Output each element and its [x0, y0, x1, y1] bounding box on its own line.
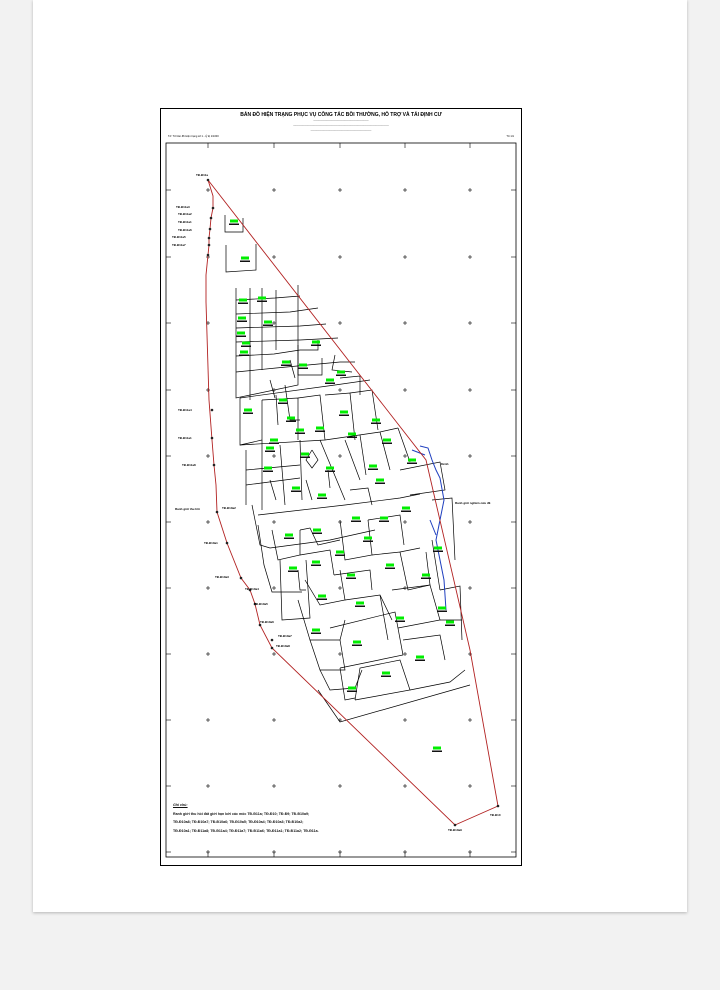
grid-cross [468, 718, 472, 722]
parcel-label [371, 419, 381, 425]
boundary-marker [226, 542, 229, 545]
map-subtitle-line: ──────────────────────────────────────────────────── [293, 124, 389, 127]
boundary-marker [216, 511, 219, 514]
parcel-label [363, 537, 373, 543]
grid-cross [468, 388, 472, 392]
parcel-label [312, 529, 322, 535]
boundary-point-label: TĐ-Đ10a9 [448, 828, 462, 832]
grid-cross [403, 255, 407, 259]
parcel-label [352, 641, 362, 647]
parcel-label [445, 621, 455, 627]
parcel-label [237, 317, 247, 323]
grid-crosses [206, 188, 472, 854]
grid-cross [206, 784, 210, 788]
canal-label: Kênh [441, 462, 449, 466]
parcel-label [278, 399, 288, 405]
grid-cross [403, 784, 407, 788]
parcel-label [238, 299, 248, 305]
grid-cross [206, 850, 210, 854]
grid-cross [272, 784, 276, 788]
boundary-marker [210, 217, 213, 220]
grid-cross [338, 255, 342, 259]
grid-cross [468, 454, 472, 458]
parcel-label [317, 595, 327, 601]
parcel-label [284, 534, 294, 540]
parcel-label [243, 409, 253, 415]
parcel-label [437, 607, 447, 613]
parcel-label [317, 494, 327, 500]
grid-cross [272, 321, 276, 325]
parcel-label [257, 297, 267, 303]
boundary-marker [208, 237, 211, 240]
boundary-point-label: TĐ-Đ11a8 [182, 463, 196, 467]
parcel-label [300, 453, 310, 459]
parcel-label [395, 617, 405, 623]
grid-cross [206, 586, 210, 590]
parcel-label [263, 321, 273, 327]
boundary-marker [207, 254, 210, 257]
boundary-point-label: TĐ-Đ11a7 [172, 243, 186, 247]
grid-cross [272, 520, 276, 524]
boundary-point-label: TĐ-Đ11a3 [176, 205, 190, 209]
parcel-label [379, 517, 389, 523]
notes-line: Ranh giới thu hồi đất giới hạn bởi các mốc TĐ-Đ11a; TĐ-Đ10; TĐ-Đ9; TĐ-Đ10a9; [173, 811, 310, 816]
parcel-label [311, 341, 321, 347]
map-notes [173, 801, 513, 835]
parcel-label [339, 411, 349, 417]
grid-cross [338, 321, 342, 325]
grid-cross [468, 850, 472, 854]
parcel-label [269, 439, 279, 445]
grid-cross [338, 850, 342, 854]
parcel-label [421, 574, 431, 580]
parcel-label [375, 479, 385, 485]
grid-cross [403, 454, 407, 458]
boundary-point-label: TĐ-Đ10a5 [254, 602, 268, 606]
grid-cross [403, 652, 407, 656]
parcel-label [381, 672, 391, 678]
parcel-label [288, 567, 298, 573]
grid-cross [338, 188, 342, 192]
left-boundary-label: Ranh giới thu hồi [175, 507, 200, 511]
notes-line: TĐ-Đ10a1; TĐ-Đ11a8; TĐ-Đ11a4; TĐ-Đ11a7; TĐ-Đ11a6; TĐ-Đ11a1; TĐ-Đ11a2; TĐ-Đ11a. [173, 828, 319, 833]
map-subtitle-line: ───────────────────────────────── [310, 129, 372, 132]
boundary-point-label: TĐ-Đ10a6 [260, 620, 274, 624]
grid-cross [206, 388, 210, 392]
grid-cross [272, 850, 276, 854]
parcel-label [415, 656, 425, 662]
boundary-marker [207, 179, 210, 182]
sheet-number: Tờ 1/1 [506, 135, 514, 138]
parcel-label [407, 459, 417, 465]
boundary-point-label: TĐ-Đ10a8 [276, 644, 290, 648]
grid-cross [338, 652, 342, 656]
parcel-label [382, 439, 392, 445]
parcel-label [240, 257, 250, 263]
boundary-marker [209, 228, 212, 231]
grid-cross [403, 520, 407, 524]
parcel-label [347, 687, 357, 693]
grid-cross [468, 255, 472, 259]
grid-cross [206, 718, 210, 722]
grid-cross [272, 586, 276, 590]
boundary-point-label: TĐ-Đ11a1 [178, 436, 192, 440]
boundary-point-label: TĐ-Đ10a3 [215, 575, 229, 579]
grid-cross [468, 586, 472, 590]
grid-cross [338, 388, 342, 392]
grid-cross [206, 188, 210, 192]
grid-cross [272, 652, 276, 656]
map-title: BẢN ĐỒ HIỆN TRẠNG PHỤC VỤ CÔNG TÁC BỒI THƯỜNG, HỖ TRỢ VÀ TÁI ĐỊNH CƯ [240, 112, 442, 118]
parcel-label [432, 747, 442, 753]
boundary-point-label: TĐ-Đ10a2 [222, 506, 236, 510]
boundary-point-label: TĐ-Đ10 [490, 813, 501, 817]
boundary-marker [271, 639, 274, 642]
grid-cross [338, 586, 342, 590]
grid-cross [206, 652, 210, 656]
parcel-label [286, 417, 296, 423]
grid-cross [403, 321, 407, 325]
parcel-label [433, 547, 443, 553]
boundary-point-label: TĐ-Đ11a5 [172, 235, 186, 239]
parcel-label [236, 332, 246, 338]
parcel-label [239, 351, 249, 357]
grid-cross [272, 255, 276, 259]
boundary-point-label: TĐ-Đ11a6 [178, 228, 192, 232]
frame-ticks [166, 143, 516, 857]
parcel-label [311, 561, 321, 567]
grid-cross [206, 454, 210, 458]
boundary-point-label: TĐ-Đ10a7 [278, 634, 292, 638]
parcel-lines [225, 215, 470, 722]
boundary-point-label: TĐ-Đ11a1 [178, 220, 192, 224]
parcel-label [315, 427, 325, 433]
parcel-label [355, 602, 365, 608]
grid-cross [272, 454, 276, 458]
grid-cross [403, 188, 407, 192]
boundary-point-label: TĐ-Đ10a4 [245, 587, 259, 591]
grid-cross [468, 784, 472, 788]
parcel-label [291, 487, 301, 493]
grid-cross [468, 321, 472, 325]
grid-cross [338, 784, 342, 788]
parcel-label [335, 551, 345, 557]
parcel-label [368, 465, 378, 471]
parcel-label [336, 371, 346, 377]
grid-cross [468, 188, 472, 192]
parcel-label [295, 429, 305, 435]
grid-cross [272, 718, 276, 722]
boundary-marker [259, 624, 262, 627]
boundary-point-label: TĐ-Đ11a [196, 173, 209, 177]
parcel-label [325, 379, 335, 385]
boundary-point-label: TĐ-Đ11a4 [178, 408, 192, 412]
inner-frame [166, 143, 516, 857]
parcel-label [346, 574, 356, 580]
grid-cross [272, 188, 276, 192]
parcel-label [351, 517, 361, 523]
parcel-label [265, 447, 275, 453]
grid-cross [403, 850, 407, 854]
boundary-marker [213, 464, 216, 467]
parcel-label [241, 342, 251, 348]
boundary-marker [212, 207, 215, 210]
boundary-point-label: TĐ-Đ11a2 [178, 212, 192, 216]
parcel-label [385, 564, 395, 570]
boundary-marker [211, 409, 214, 412]
parcel-label [229, 220, 239, 226]
grid-cross [403, 388, 407, 392]
map-subtitle-line: ────────────────────────────── [313, 119, 369, 122]
notes-line: TĐ-Đ10a8; TĐ-Đ10a7; TĐ-Đ10a6; TĐ-Đ10a5; TĐ-Đ10a4; TĐ-Đ10a3; TĐ-Đ10a2; [173, 820, 304, 824]
grid-cross [403, 718, 407, 722]
canal-boundary-label: Ranh giới nghiên cứu đề [455, 501, 491, 505]
grid-cross [206, 520, 210, 524]
boundary-point-label: TĐ-Đ10a1 [204, 541, 218, 545]
parcel-labels [229, 220, 455, 753]
parcel-label [281, 361, 291, 367]
parcel-label [263, 467, 273, 473]
parcel-label [401, 507, 411, 513]
parcel-label [347, 433, 357, 439]
parcel-label [311, 629, 321, 635]
boundary-marker [211, 437, 214, 440]
parcel-label [298, 364, 308, 370]
boundary-marker [271, 647, 274, 650]
notes-heading: Ghi chú: [173, 803, 188, 807]
parcel-label [325, 467, 335, 473]
grid-cross [338, 454, 342, 458]
boundary-marker [208, 244, 211, 247]
boundary-marker [240, 577, 243, 580]
grid-cross [468, 520, 472, 524]
sheet-reference: Tờ: Tờ bản đồ Hiện trạng số 1 - tỷ lệ 1/1000 [168, 135, 219, 138]
